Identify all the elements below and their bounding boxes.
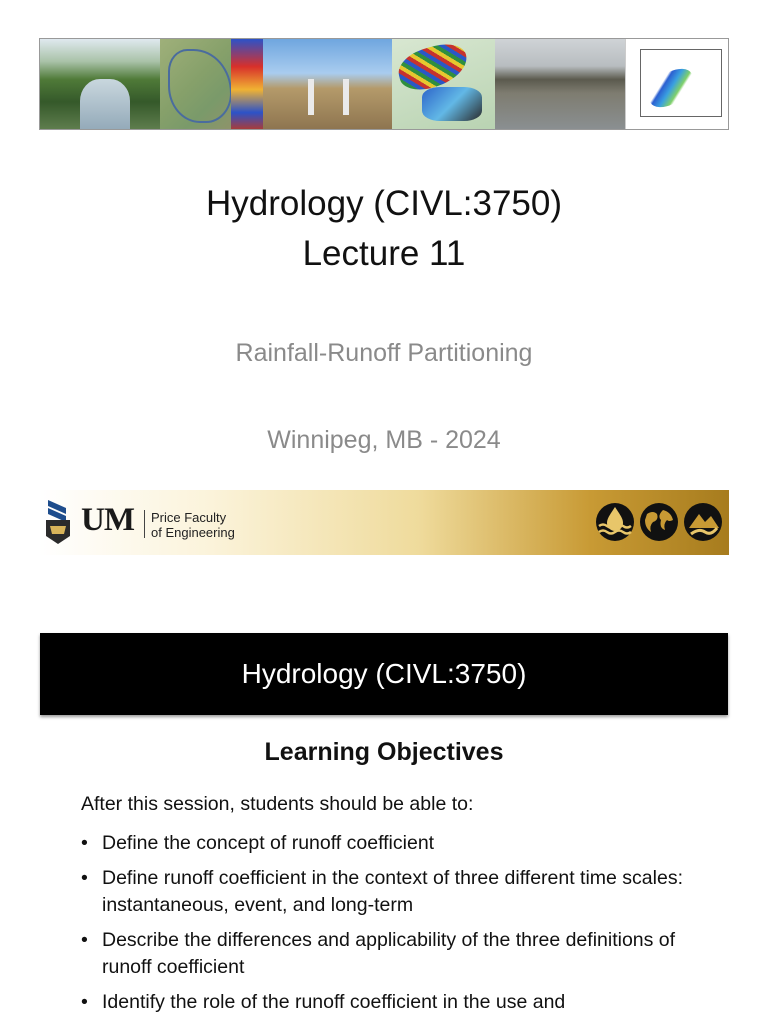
slide-header [40, 633, 728, 715]
watershed-map-image [160, 39, 263, 129]
faculty-band [39, 490, 729, 555]
location-year: Winnipeg, MB - 2024 [267, 426, 501, 454]
faculty-name [151, 510, 235, 540]
logo-divider [144, 510, 145, 538]
objective-item: • Define runoff coefficient in the context of three different time scales: instantaneous, event, and long-term [81, 865, 701, 919]
objectives-list [81, 830, 701, 1024]
objectives-heading: Learning Objectives [264, 738, 504, 766]
hydrology-model-image [392, 39, 495, 129]
flooded-river-photo [495, 39, 625, 129]
objective-item: • Identify the role of the runoff coefficient in the use and [81, 989, 701, 1016]
field-instruments-photo [263, 39, 392, 129]
discipline-icons [595, 502, 723, 542]
river-mountain-icon [683, 502, 723, 542]
slide-header-title: Hydrology (CIVL:3750) [241, 658, 527, 689]
objective-item: • Describe the differences and applicability of the three definitions of runoff coefficient [81, 927, 701, 981]
lecture-subtitle: Rainfall-Runoff Partitioning [235, 339, 533, 367]
lecture-number: Lecture 11 [302, 234, 466, 273]
lecture-title: Hydrology (CIVL:3750) [206, 184, 562, 223]
scatter-plot-thumbnail [625, 39, 728, 129]
um-logo-text: UM [81, 502, 134, 538]
faculty-name-line2: of Engineering [151, 525, 235, 540]
faculty-name-line1: Price Faculty [151, 510, 227, 525]
river-photo [40, 39, 160, 129]
photo-banner [39, 38, 729, 130]
um-shield-icon [44, 498, 72, 546]
water-waves-icon [595, 502, 635, 542]
globe-icon [639, 502, 679, 542]
objectives-intro: After this session, students should be able to: [81, 793, 474, 815]
objective-item: • Define the concept of runoff coefficient [81, 830, 701, 857]
